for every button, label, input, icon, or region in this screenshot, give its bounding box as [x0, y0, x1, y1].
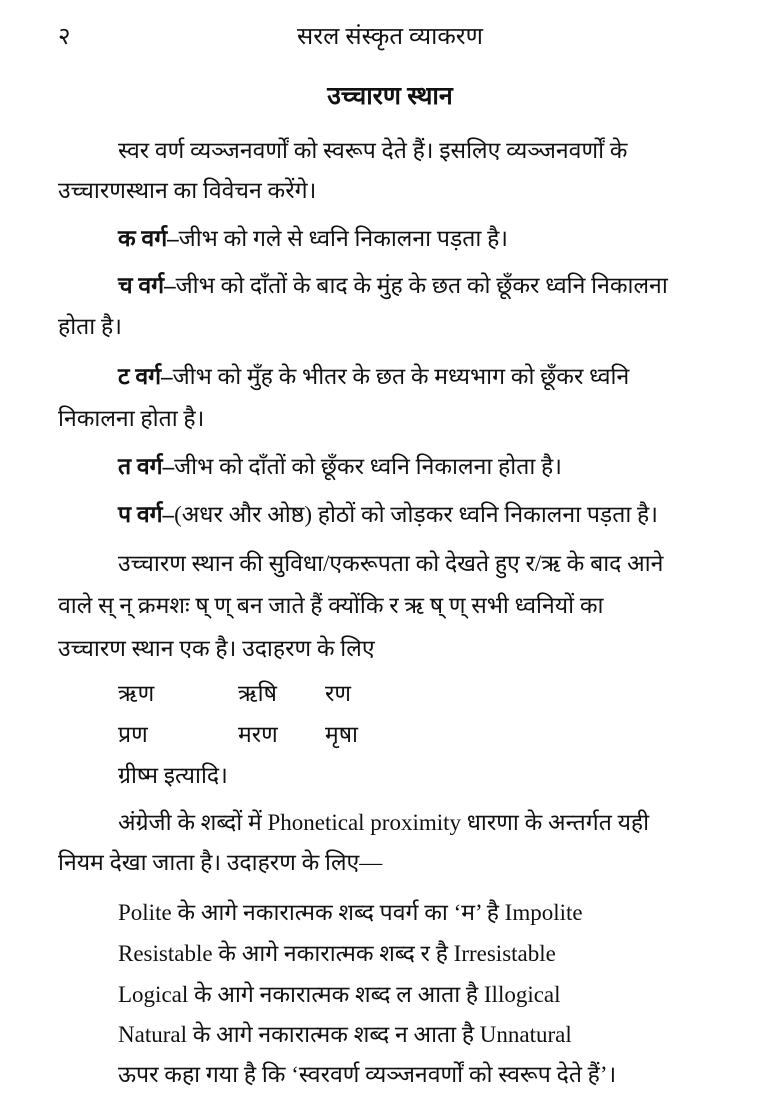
varga-label: क वर्ग–	[118, 226, 179, 251]
varga-ka	[118, 224, 508, 254]
varga-cha	[118, 271, 668, 301]
example-word: प्रण	[118, 722, 148, 747]
paragraph-line: उच्चारण स्थान एक है। उदाहरण के लिए	[58, 636, 375, 661]
intro-line: स्वर वर्ण व्यञ्जनवर्णों को स्वरूप देते हैं। इसलिए व्यञ्जनवर्णों के	[118, 138, 628, 163]
varga-tha	[118, 452, 562, 482]
example-word: रण	[325, 681, 352, 706]
page-number: २	[58, 24, 71, 50]
varga-text: जीभ को गले से ध्वनि निकालना पड़ता है।	[178, 226, 508, 251]
varga-text: जीभ को मुँह के भीतर के छत के मध्यभाग को छूँकर ध्वनि	[172, 364, 630, 389]
example-word: ऋषि	[238, 681, 277, 706]
paragraph-line: वाले स् न् क्रमशः ष् ण् बन जाते हैं क्योंकि र ऋ ष् ण् सभी ध्वनियों का	[58, 593, 604, 618]
varga-text: निकालना होता है।	[58, 406, 205, 431]
varga-label: प वर्ग–	[118, 502, 175, 527]
paragraph-line: उच्चारण स्थान की सुविधा/एकरूपता को देखते हुए र/ऋ के बाद आने	[118, 551, 664, 576]
varga-label: त वर्ग–	[118, 454, 175, 479]
example-word: मृषा	[325, 722, 359, 747]
varga-label: ट वर्ग–	[118, 364, 173, 389]
example-end: ग्रीष्म इत्यादि।	[118, 763, 228, 788]
varga-text: जीभ को दाँतों को छूँकर ध्वनि निकालना होता है।	[174, 454, 562, 479]
varga-text: जीभ को दाँतों के बाद के मुंह के छत को छूँकर ध्वनि निकालना	[175, 273, 668, 298]
english-example: Logical के आगे नकारात्मक शब्द ल आता है Illogical	[118, 982, 561, 1007]
intro-line: उच्चारणस्थान का विवेचन करेंगे।	[58, 178, 317, 203]
running-title: सरल संस्कृत व्याकरण	[297, 24, 483, 50]
example-word: ऋण	[118, 681, 155, 706]
varga-text: (अधर और ओष्ठ) होठों को जोड़कर ध्वनि निकालना पड़ता है।	[174, 502, 658, 527]
example-word: मरण	[238, 722, 278, 747]
section-title: उच्चारण स्थान	[327, 83, 453, 110]
varga-ta	[118, 362, 629, 392]
paragraph-line: नियम देखा जाता है। उदाहरण के लिए—	[58, 850, 383, 875]
paragraph-line: अंग्रेजी के शब्दों में Phonetical proximity धारणा के अन्तर्गत यही	[118, 810, 650, 835]
varga-label: च वर्ग–	[118, 273, 176, 298]
english-example: Polite के आगे नकारात्मक शब्द पवर्ग का ‘म’ है Impolite	[118, 900, 583, 925]
varga-text: होता है।	[58, 314, 122, 339]
varga-pa	[118, 500, 658, 530]
english-example: Resistable के आगे नकारात्मक शब्द र है Irresistable	[118, 941, 556, 966]
english-example: Natural के आगे नकारात्मक शब्द न आता है Unnatural	[118, 1022, 572, 1047]
closing-line: ऊपर कहा गया है कि ‘स्वरवर्ण व्यञ्जनवर्णों को स्वरूप देते हैं’।	[118, 1062, 617, 1087]
